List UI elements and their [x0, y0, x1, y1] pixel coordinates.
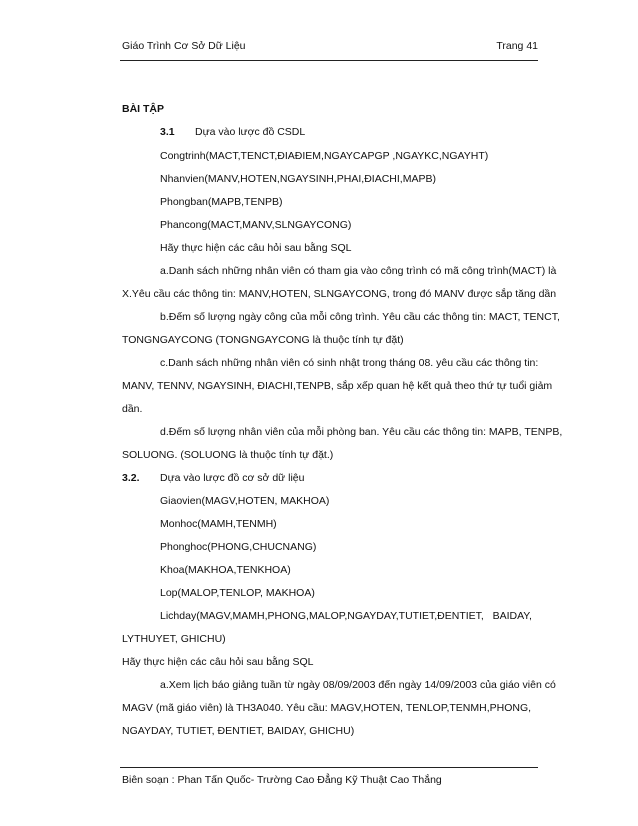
question-text: X.Yêu cầu các thông tin: MANV,HOTEN, SLNGAYCONG, trong đó MANV được sắp tăng dần	[122, 288, 557, 300]
schema-line: LYTHUYET, GHICHU)	[122, 633, 226, 645]
schema-line: Phancong(MACT,MANV,SLNGAYCONG)	[160, 219, 352, 231]
exercise-1-intro: Dựa vào lược đồ CSDL	[195, 126, 306, 138]
exercise-2-ask: Hãy thực hiện các câu hỏi sau bằng SQL	[122, 656, 314, 668]
question-text: a.Danh sách những nhân viên có tham gia vào công trình có mã công trình(MACT) là	[160, 265, 557, 277]
exercise-2-number: 3.2.	[122, 472, 140, 484]
footer-divider	[120, 767, 538, 768]
question-text: dần.	[122, 403, 143, 415]
page-footer: Biên soạn : Phan Tấn Quốc- Trường Cao Đẳng Kỹ Thuật Cao Thắng	[122, 774, 442, 786]
page-number: Trang 41	[496, 40, 538, 52]
question-text: a.Xem lịch báo giảng tuần từ ngày 08/09/2003 đến ngày 14/09/2003 của giáo viên có	[160, 679, 556, 691]
exercise-1-number: 3.1	[160, 126, 175, 138]
question-text: MAGV (mã giáo viên) là TH3A040. Yêu cầu: MAGV,HOTEN, TENLOP,TENMH,PHONG,	[122, 702, 532, 714]
header-title: Giáo Trình Cơ Sở Dữ Liệu	[122, 40, 246, 52]
question-text: SOLUONG. (SOLUONG là thuộc tính tự đặt.)	[122, 449, 334, 461]
schema-line: Phongban(MAPB,TENPB)	[160, 196, 283, 208]
question-text: c.Danh sách những nhân viên có sinh nhật trong tháng 08. yêu cầu các thông tin:	[160, 357, 539, 369]
schema-line: Giaovien(MAGV,HOTEN, MAKHOA)	[160, 495, 330, 507]
schema-line: Congtrinh(MACT,TENCT,ĐIAĐIEM,NGAYCAPGP ,NGAYKC,NGAYHT)	[160, 150, 489, 162]
question-text: d.Đếm số lượng nhân viên của mỗi phòng ban. Yêu cầu các thông tin: MAPB, TENPB,	[160, 426, 563, 438]
schema-line: Khoa(MAKHOA,TENKHOA)	[160, 564, 291, 576]
question-text: b.Đếm số lượng ngày công của mỗi công trình. Yêu cầu các thông tin: MACT, TENCT,	[160, 311, 560, 323]
question-text: NGAYDAY, TUTIET, ĐENTIET, BAIDAY, GHICHU)	[122, 725, 355, 737]
page-header	[122, 40, 538, 58]
schema-line: Lop(MALOP,TENLOP, MAKHOA)	[160, 587, 315, 599]
question-text: TONGNGAYCONG (TONGNGAYCONG là thuộc tính tự đặt)	[122, 334, 404, 346]
header-divider	[120, 60, 538, 61]
exercise-2-intro: Dựa vào lược đồ cơ sở dữ liệu	[160, 472, 305, 484]
schema-line: Lichday(MAGV,MAMH,PHONG,MALOP,NGAYDAY,TUTIET,ĐENTIET, BAIDAY,	[160, 610, 532, 622]
section-title: BÀI TẬP	[122, 103, 164, 115]
schema-line: Nhanvien(MANV,HOTEN,NGAYSINH,PHAI,ĐIACHI,MAPB)	[160, 173, 436, 185]
exercise-1-ask: Hãy thực hiện các câu hỏi sau bằng SQL	[160, 242, 352, 254]
schema-line: Phonghoc(PHONG,CHUCNANG)	[160, 541, 317, 553]
question-text: MANV, TENNV, NGAYSINH, ĐIACHI,TENPB, sắp xếp quan hệ kết quả theo thứ tự tuổi giảm	[122, 380, 553, 392]
schema-line: Monhoc(MAMH,TENMH)	[160, 518, 277, 530]
